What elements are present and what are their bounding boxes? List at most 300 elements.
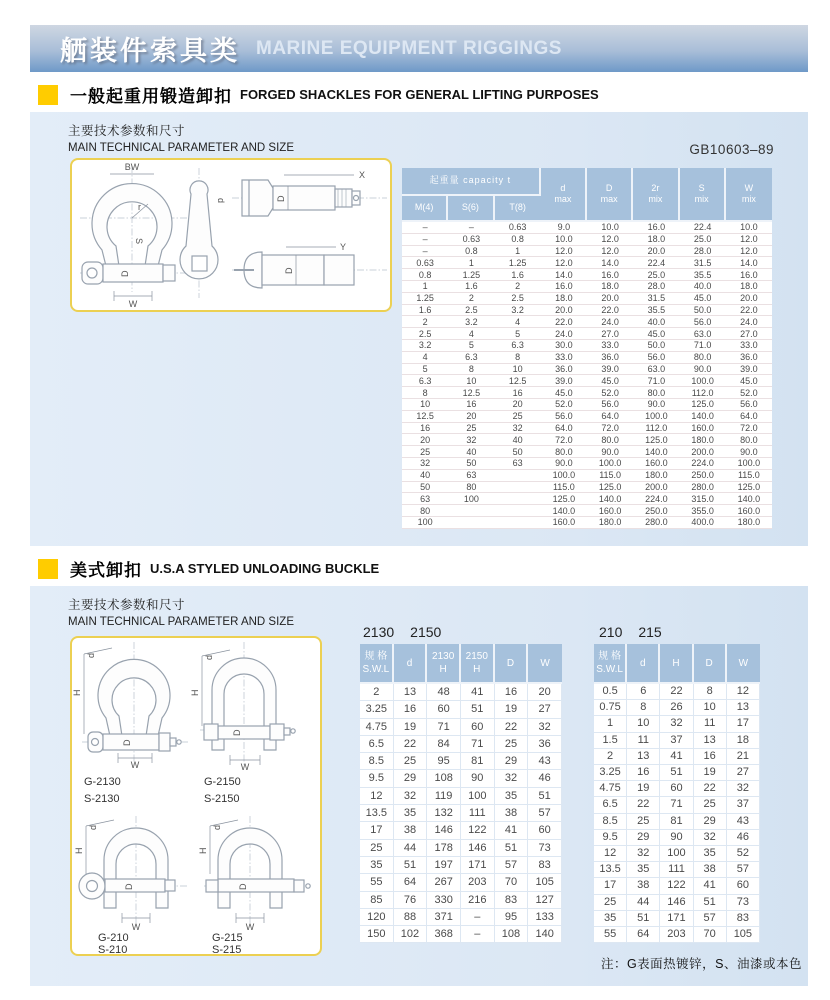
table-cell: 13	[627, 749, 660, 765]
table-caption-210-215: 210 215	[599, 624, 662, 640]
table-cell: 90.0	[726, 446, 772, 458]
table-cell: 63	[448, 470, 494, 482]
shackle-side-drawing	[180, 181, 218, 279]
table-cell: 50	[448, 458, 494, 470]
table-cell: 40	[448, 446, 494, 458]
table-cell: 111	[660, 862, 693, 878]
table-cell: 1.25	[448, 269, 494, 281]
table-cell: 16	[495, 387, 541, 399]
table-cell: –	[448, 222, 494, 234]
table-cell: 146	[660, 895, 693, 911]
table-cell: 71	[461, 736, 495, 753]
table-cell: 36.0	[587, 352, 633, 364]
table-cell: 38	[495, 805, 529, 822]
column-header-2r-mix: 2r mix	[633, 168, 679, 222]
table-cell: 25	[394, 753, 428, 770]
table-cell: 1	[495, 246, 541, 258]
table-row	[594, 878, 760, 894]
bow-shackle-front-drawing	[82, 184, 175, 284]
table-cell: 45.0	[726, 375, 772, 387]
table-cell: 19	[627, 781, 660, 797]
table-cell: 0.63	[448, 234, 494, 246]
table-cell: 22	[660, 684, 693, 700]
table-cell: 1.6	[495, 269, 541, 281]
usa-shackle-table-210-215	[594, 644, 760, 943]
table-cell: 20.0	[587, 293, 633, 305]
table-cell: 180.0	[680, 434, 726, 446]
table-cell: 16	[495, 684, 529, 701]
dim-label-w: W	[130, 760, 140, 770]
table-row	[402, 505, 772, 517]
section2-panel	[30, 586, 808, 986]
table-cell: 25	[402, 446, 448, 458]
dim-label-s: S	[134, 238, 144, 245]
table-cell: 0.8	[448, 246, 494, 258]
table-row	[360, 770, 562, 787]
table-cell: 30.0	[541, 340, 587, 352]
table-cell: 31.5	[680, 257, 726, 269]
table-row	[594, 797, 760, 813]
table-cell: 72.0	[726, 423, 772, 435]
table-cell: 17	[594, 878, 627, 894]
section-bullet-icon	[38, 559, 58, 579]
table-cell: 160.0	[680, 423, 726, 435]
table-cell: 119	[427, 788, 461, 805]
shackle-technical-drawing	[72, 160, 390, 310]
table-cell: 12	[727, 684, 760, 700]
table-cell: 122	[660, 878, 693, 894]
dim-label-w: W	[131, 922, 141, 932]
table-cell: 5	[402, 364, 448, 376]
subtitle-en: MAIN TECHNICAL PARAMETER AND SIZE	[68, 616, 294, 628]
column-header-W: W	[727, 644, 760, 684]
table-cell: 33.0	[726, 340, 772, 352]
table-cell: 36	[528, 736, 562, 753]
table-cell: 125.0	[680, 399, 726, 411]
table-cell	[495, 517, 541, 529]
table-cell: 60	[727, 878, 760, 894]
table-cell: 280.0	[633, 517, 679, 529]
table-cell: 203	[660, 927, 693, 943]
table-row	[402, 434, 772, 446]
table-cell: 180.0	[726, 517, 772, 529]
table-cell: 60	[427, 701, 461, 718]
table-cell: 28.0	[633, 281, 679, 293]
table-cell: 1.5	[594, 733, 627, 749]
g2130-drawing	[88, 659, 181, 752]
table-cell: 80.0	[680, 352, 726, 364]
table-row	[594, 765, 760, 781]
table-cell: 371	[427, 909, 461, 926]
table-cell: 115.0	[541, 482, 587, 494]
table-cell: 51	[528, 788, 562, 805]
table-cell: 6.5	[594, 797, 627, 813]
table-cell: 197	[427, 857, 461, 874]
table-cell: 80.0	[633, 387, 679, 399]
table-cell: 8	[495, 352, 541, 364]
table-cell: 29	[394, 770, 428, 787]
table-cell: 35	[360, 857, 394, 874]
table-cell: 1	[402, 281, 448, 293]
model-label: G-2130	[84, 776, 121, 788]
table-cell: 41	[660, 749, 693, 765]
table-cell: 16.0	[726, 269, 772, 281]
table-row	[402, 364, 772, 376]
table-cell: 40.0	[633, 316, 679, 328]
dim-label-d: d	[212, 824, 222, 830]
table-cell: 25	[360, 840, 394, 857]
table-cell: 35	[594, 911, 627, 927]
table-cell: 2.5	[402, 328, 448, 340]
table-cell: 56.0	[587, 399, 633, 411]
table-cell: 25	[627, 814, 660, 830]
dim-label-w: W	[240, 762, 250, 772]
table-cell: 160.0	[633, 458, 679, 470]
table-cell: 0.8	[495, 234, 541, 246]
table-cell: 20.0	[633, 246, 679, 258]
table-cell: 25	[495, 411, 541, 423]
table-row	[594, 700, 760, 716]
table-cell: 105	[528, 874, 562, 891]
table-cell: 24.0	[541, 328, 587, 340]
table-cell	[448, 505, 494, 517]
column-header-D-max: D max	[587, 168, 633, 222]
table-cell: 1.25	[402, 293, 448, 305]
table-row	[402, 352, 772, 364]
table-cell: 12.0	[726, 246, 772, 258]
table-cell: 2	[402, 316, 448, 328]
table-row	[402, 423, 772, 435]
table-row	[402, 246, 772, 258]
table-cell: 10	[694, 700, 727, 716]
table-cell: 122	[461, 822, 495, 839]
dim-label-d: d	[86, 652, 96, 658]
table-cell: 160.0	[726, 505, 772, 517]
table-cell: 178	[427, 840, 461, 857]
table-cell: 29	[495, 753, 529, 770]
table-cell: 25	[694, 797, 727, 813]
table-cell: 171	[461, 857, 495, 874]
table-cell: 8	[448, 364, 494, 376]
table-cell: 16	[627, 765, 660, 781]
table-cell: 45.0	[680, 293, 726, 305]
section2-title	[38, 556, 379, 581]
table-cell: 39.0	[726, 364, 772, 376]
table-cell: 38	[394, 822, 428, 839]
table-cell: 35	[627, 862, 660, 878]
section1-title	[38, 82, 599, 107]
table-cell: 56.0	[726, 399, 772, 411]
table-cell: 20	[528, 684, 562, 701]
table-row	[594, 862, 760, 878]
table-cell: 140.0	[726, 493, 772, 505]
table-cell: 1	[448, 257, 494, 269]
table-cell: 37	[660, 733, 693, 749]
table-cell: 16	[694, 749, 727, 765]
table-cell: 216	[461, 892, 495, 909]
table-cell: 63.0	[680, 328, 726, 340]
table-cell: 95	[495, 909, 529, 926]
table-cell: 80.0	[587, 434, 633, 446]
column-header-S-mix: S mix	[680, 168, 726, 222]
table-row	[360, 805, 562, 822]
table-cell: 315.0	[680, 493, 726, 505]
table-cell: 12.0	[587, 246, 633, 258]
table-cell: 112.0	[680, 387, 726, 399]
dim-label-h: H	[198, 847, 208, 854]
table-cell: 22.4	[633, 257, 679, 269]
table-cell: –	[402, 246, 448, 258]
table-cell: 8.5	[360, 753, 394, 770]
table-cell: 22.0	[541, 316, 587, 328]
table-cell: 140.0	[680, 411, 726, 423]
dim-label-d: d	[88, 824, 98, 830]
table-row	[594, 749, 760, 765]
table-cell: 80	[448, 482, 494, 494]
table-cell: 64.0	[726, 411, 772, 423]
dim-label-pin-d: D	[122, 739, 132, 746]
table-cell: 6.3	[402, 375, 448, 387]
table-cell: 71	[427, 719, 461, 736]
table-cell: 140.0	[633, 446, 679, 458]
table-cell: 50	[402, 482, 448, 494]
table-cell: 64	[394, 874, 428, 891]
table-cell	[495, 470, 541, 482]
table-row	[402, 482, 772, 494]
column-header-m4: M(4)	[402, 196, 448, 222]
table-row	[402, 411, 772, 423]
column-header-swl: 规 格 S.W.L	[360, 644, 394, 684]
table-cell: 60	[660, 781, 693, 797]
table-cell: 32	[694, 830, 727, 846]
table-row	[360, 926, 562, 943]
table-cell: 280.0	[680, 482, 726, 494]
dim-label-pin-d: D	[238, 883, 248, 890]
table-cell: 64.0	[587, 411, 633, 423]
table-cell: 40	[402, 470, 448, 482]
table-cell: 2.5	[495, 293, 541, 305]
table-cell: 180.0	[633, 470, 679, 482]
table-cell: 60	[528, 822, 562, 839]
table-cell: 203	[461, 874, 495, 891]
table-cell: 120	[360, 909, 394, 926]
page-banner	[30, 25, 808, 72]
table-cell: 51	[660, 765, 693, 781]
table-cell: 111	[461, 805, 495, 822]
table-cell: –	[402, 222, 448, 234]
table-cell: 25	[495, 736, 529, 753]
table-cell: 17	[727, 716, 760, 732]
table-cell: 12.5	[402, 411, 448, 423]
table-cell: 19	[495, 701, 529, 718]
table-row	[402, 293, 772, 305]
table-cell: 127	[528, 892, 562, 909]
table-cell: 100.0	[587, 458, 633, 470]
table-cell: 52	[727, 846, 760, 862]
table-cell: 11	[694, 716, 727, 732]
table-cell: 71.0	[633, 375, 679, 387]
table-cell: 5	[495, 328, 541, 340]
table-row	[402, 458, 772, 470]
table-row	[594, 684, 760, 700]
table-cell: 57	[528, 805, 562, 822]
table-cell: 63	[402, 493, 448, 505]
table-cell: 60	[461, 719, 495, 736]
usa-shackle-diagram-box	[70, 636, 322, 956]
table-cell: 63.0	[633, 364, 679, 376]
subtitle-zh: 主要技术参数和尺寸	[68, 598, 186, 612]
table-cell: 27	[727, 765, 760, 781]
table-cell: 133	[528, 909, 562, 926]
table-cell: 10	[448, 375, 494, 387]
dim-label-pin-d: D	[284, 267, 294, 274]
table-cell: 146	[427, 822, 461, 839]
table-cell: 200.0	[680, 446, 726, 458]
table-row	[402, 493, 772, 505]
table-cell: 2	[495, 281, 541, 293]
table-cell: 36.0	[726, 352, 772, 364]
table-cell: 3.2	[402, 340, 448, 352]
table-cell: 35	[394, 805, 428, 822]
table-cell: 57	[495, 857, 529, 874]
table-cell: 12	[360, 788, 394, 805]
table-row	[594, 895, 760, 911]
table-cell: 32	[495, 423, 541, 435]
table-cell: 41	[495, 822, 529, 839]
table-cell: 84	[427, 736, 461, 753]
table-cell: 24.0	[726, 316, 772, 328]
table-cell: 4	[402, 352, 448, 364]
table-cell: 3.2	[495, 305, 541, 317]
table-cell: 24.0	[587, 316, 633, 328]
table-cell: 12.5	[495, 375, 541, 387]
table-cell: 16	[448, 399, 494, 411]
table-cell: 52.0	[726, 387, 772, 399]
column-header-D: D	[694, 644, 727, 684]
table-row	[402, 399, 772, 411]
table-cell: 25	[448, 423, 494, 435]
table-cell: 18.0	[541, 293, 587, 305]
table-cell: 14.0	[587, 257, 633, 269]
table-cell: 22	[694, 781, 727, 797]
table-cell: 368	[427, 926, 461, 943]
table-cell: 4	[448, 328, 494, 340]
dim-label-d: d	[204, 654, 214, 660]
table-cell: 90	[660, 830, 693, 846]
table-cell: 20.0	[541, 305, 587, 317]
dim-label-h: H	[74, 847, 84, 854]
column-header-d: d	[627, 644, 660, 684]
table-cell: 10	[627, 716, 660, 732]
table-cell: 13.5	[360, 805, 394, 822]
table-cell: 115.0	[726, 470, 772, 482]
table-cell: 160.0	[587, 505, 633, 517]
table-cell: 51	[495, 840, 529, 857]
table-cell: 18.0	[587, 281, 633, 293]
table-cell: 19	[694, 765, 727, 781]
table-cell: 32	[394, 788, 428, 805]
table-cell	[448, 517, 494, 529]
table-cell: 1.6	[448, 281, 494, 293]
table-row	[594, 814, 760, 830]
table-cell: 3.25	[594, 765, 627, 781]
footnote: 注：G表面热镀锌，S、油漆或本色	[600, 957, 802, 971]
table-210-215-body	[594, 684, 760, 943]
table-cell: 27	[528, 701, 562, 718]
table-cell: 37	[727, 797, 760, 813]
table-cell: 146	[461, 840, 495, 857]
table-cell: 267	[427, 874, 461, 891]
table-cell: 20	[402, 434, 448, 446]
table-cell: 0.63	[495, 222, 541, 234]
table-cell: 13.5	[594, 862, 627, 878]
table-cell: 14.0	[726, 257, 772, 269]
model-label: S-2130	[84, 793, 120, 805]
table-cell: 73	[528, 840, 562, 857]
table-cell: 51	[394, 857, 428, 874]
usa-shackle-table-2130-2150	[360, 644, 562, 943]
table-cell: 150	[360, 926, 394, 943]
table-cell: 125.0	[726, 482, 772, 494]
table-cell: 125.0	[587, 482, 633, 494]
table-cell	[495, 493, 541, 505]
section-bullet-icon	[38, 85, 58, 105]
dim-label-pin-d: D	[124, 883, 134, 890]
section2-title-zh: 美式卸扣	[70, 561, 142, 580]
table-cell: 1.6	[402, 305, 448, 317]
table-cell: 46	[727, 830, 760, 846]
model-label: S-215	[212, 944, 242, 954]
table-cell: 4.75	[594, 781, 627, 797]
table-cell: 71	[660, 797, 693, 813]
table-cell: 25.0	[633, 269, 679, 281]
usa-shackle-technical-drawing	[72, 638, 320, 954]
table-cell: 6	[627, 684, 660, 700]
table-cell: 10.0	[587, 222, 633, 234]
table-row	[402, 387, 772, 399]
table-cell: 35.5	[633, 305, 679, 317]
table-cell: 50	[495, 446, 541, 458]
table-cell: 35	[694, 846, 727, 862]
column-header-d-max: d max	[541, 168, 587, 222]
table-cell: 18.0	[633, 234, 679, 246]
table-cell: 100.0	[633, 411, 679, 423]
table-cell: 85	[360, 892, 394, 909]
table-cell: 88	[394, 909, 428, 926]
table-cell: 12.0	[726, 234, 772, 246]
table-cell: 2	[594, 749, 627, 765]
table-cell: 6.3	[495, 340, 541, 352]
table-cell: 4	[495, 316, 541, 328]
table-cell: 38	[627, 878, 660, 894]
table-cell: 90	[461, 770, 495, 787]
table-cell: 100	[402, 517, 448, 529]
dim-label-side-d: d	[216, 198, 226, 204]
table-cell: 41	[694, 878, 727, 894]
table-cell: –	[402, 234, 448, 246]
column-header-s6: S(6)	[448, 196, 494, 222]
table-cell: 36.0	[541, 364, 587, 376]
table-cell: 72.0	[541, 434, 587, 446]
page-title-zh: 舾装件索具类	[60, 36, 240, 66]
g2150-drawing	[204, 658, 295, 750]
dim-label-h: H	[190, 689, 200, 696]
table-cell: 3.2	[448, 316, 494, 328]
table-row	[360, 684, 562, 701]
g210-drawing	[79, 828, 175, 908]
table-row	[402, 305, 772, 317]
table-cell: 39.0	[541, 375, 587, 387]
